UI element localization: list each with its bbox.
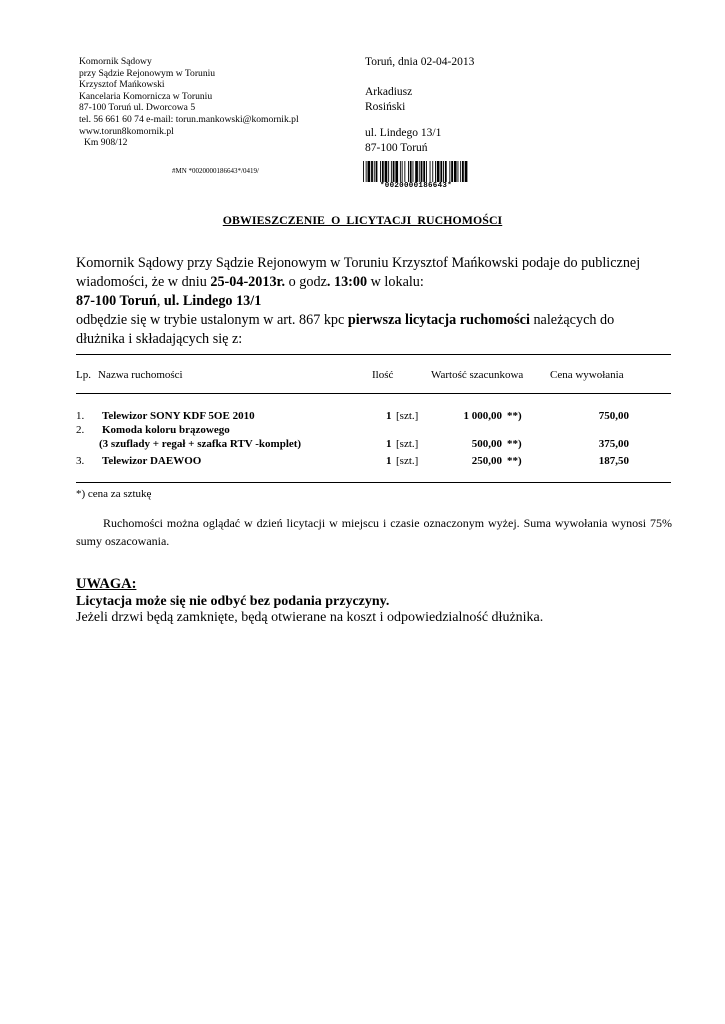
sender-line: przy Sądzie Rejonowym w Toruniu bbox=[79, 67, 216, 79]
intro-line-5: dłużnika i składających się z: bbox=[76, 331, 243, 347]
barcode-bar bbox=[402, 161, 403, 182]
warning-heading: UWAGA: bbox=[76, 576, 137, 592]
barcode-bar bbox=[435, 161, 436, 182]
barcode-bar bbox=[413, 161, 414, 182]
sender-block bbox=[79, 56, 299, 149]
recipient-street: ul. Lindego 13/1 bbox=[365, 127, 442, 139]
row-1-price: 750,00 bbox=[598, 410, 629, 422]
auction-time: . 13:00 bbox=[326, 274, 368, 290]
auction-type: pierwsza licytacja ruchomości bbox=[347, 312, 530, 328]
row-2-lp: 2. bbox=[76, 424, 85, 436]
sender-line: Komornik Sądowy bbox=[79, 56, 152, 67]
row-2-price: 375,00 bbox=[598, 438, 629, 450]
auction-address bbox=[76, 292, 676, 311]
barcode-bar bbox=[465, 161, 468, 182]
row-3-mark: **) bbox=[507, 455, 522, 467]
barcode-bar bbox=[368, 161, 371, 182]
header-lp: Lp. bbox=[76, 369, 91, 381]
header-name: Nazwa ruchomości bbox=[98, 369, 183, 381]
barcode-bar bbox=[393, 161, 395, 182]
sender-line: Kancelaria Komornicza w Toruniu bbox=[79, 90, 213, 102]
row-1-name: Telewizor SONY KDF 5OE 2010 bbox=[102, 410, 255, 422]
intro-line-2 bbox=[76, 273, 676, 292]
auction-city: 87-100 Toruń bbox=[76, 293, 157, 309]
barcode-bar bbox=[437, 161, 440, 182]
recipient-last-name: Rosiński bbox=[365, 101, 406, 113]
intro-text: odbędzie się w trybie ustalonym w art. 867 kpc bbox=[76, 312, 348, 328]
barcode-bar bbox=[443, 161, 444, 182]
barcode-bar bbox=[451, 161, 453, 182]
barcode-bar bbox=[408, 161, 409, 182]
barcode-bar bbox=[449, 161, 450, 182]
place-date: Toruń, dnia 02-04-2013 bbox=[365, 56, 475, 68]
row-1-value: 1 000,00 bbox=[463, 410, 502, 422]
viewing-note: Ruchomości można oglądać w dzień licytacji w miejscu i czasie oznaczonym wyżej. Suma wywołania wynosi 75% sumy oszacowania. bbox=[76, 516, 672, 548]
recipient-block bbox=[365, 85, 441, 156]
row-1-lp: 1. bbox=[76, 410, 85, 422]
table-header-rule bbox=[76, 393, 671, 394]
row-2-name-detail: (3 szuflady + regał + szafka RTV -komplet) bbox=[99, 438, 302, 450]
barcode-bar bbox=[458, 161, 459, 182]
recipient-first-name: Arkadiusz bbox=[365, 86, 413, 98]
barcode-bar bbox=[400, 161, 401, 182]
row-2-unit: [szt.] bbox=[396, 438, 419, 450]
barcode-bar bbox=[432, 161, 433, 182]
barcode-bar bbox=[421, 161, 423, 182]
barcode-bar bbox=[415, 161, 418, 182]
barcode-bar bbox=[388, 161, 389, 182]
reference-code: #MN *0020000186643*/0419/ bbox=[172, 167, 259, 175]
header-value: Wartość szacunkowa bbox=[431, 369, 524, 381]
row-3-qty: 1 bbox=[386, 455, 392, 467]
intro-text: należących do bbox=[529, 312, 615, 328]
document-title: OBWIESZCZENIE O LICYTACJI RUCHOMOŚCI bbox=[222, 213, 503, 227]
barcode-image bbox=[363, 161, 469, 182]
barcode-bar bbox=[395, 161, 398, 182]
case-number: Km 908/12 bbox=[84, 137, 128, 149]
intro-text: w lokalu: bbox=[367, 274, 424, 290]
footnote: *) cena za sztukę bbox=[76, 488, 152, 500]
announcement-body bbox=[76, 254, 676, 349]
row-2-qty: 1 bbox=[386, 438, 392, 450]
barcode-bar bbox=[366, 161, 367, 182]
warning-line-2: Jeżeli drzwi będą zamknięte, będą otwierane na koszt i odpowiedzialność dłużnika. bbox=[76, 610, 544, 625]
barcode-bar bbox=[391, 161, 392, 182]
barcode-bar bbox=[385, 161, 388, 182]
barcode-bar bbox=[363, 161, 364, 182]
barcode-bar bbox=[423, 161, 425, 182]
row-3-price: 187,50 bbox=[598, 455, 629, 467]
barcode-bar bbox=[410, 161, 412, 182]
row-2-mark: **) bbox=[507, 438, 522, 450]
barcode-bar bbox=[382, 161, 384, 182]
warning-line-1: Licytacja może się nie odbyć bez podania przyczyny. bbox=[76, 594, 390, 609]
barcode-bar bbox=[445, 161, 447, 182]
intro-text: o godz bbox=[285, 274, 327, 290]
intro-text: wiadomości, że w dniu bbox=[76, 274, 211, 290]
sender-website: www.torun8komornik.pl bbox=[79, 125, 174, 137]
sender-line: 87-100 Toruń ul. Dworcowa 5 bbox=[79, 102, 196, 114]
barcode-bar bbox=[371, 161, 373, 182]
barcode-text: *0020000186643* bbox=[379, 182, 452, 190]
recipient-city: 87-100 Toruń bbox=[365, 142, 428, 154]
row-3-value: 250,00 bbox=[471, 455, 502, 467]
row-3-unit: [szt.] bbox=[396, 455, 419, 467]
barcode-bar bbox=[380, 161, 381, 182]
barcode-bar bbox=[440, 161, 442, 182]
row-1-qty: 1 bbox=[386, 410, 392, 422]
barcode-bar bbox=[462, 161, 464, 182]
table-top-rule bbox=[76, 354, 671, 355]
auction-street: ul. Lindego 13/1 bbox=[163, 293, 262, 309]
header-qty: Ilość bbox=[372, 369, 394, 381]
barcode-bar bbox=[426, 161, 427, 182]
barcode-bar bbox=[454, 161, 457, 182]
row-3-lp: 3. bbox=[76, 455, 85, 467]
barcode-bar bbox=[376, 161, 378, 182]
barcode-bar bbox=[460, 161, 461, 182]
barcode-bar bbox=[404, 161, 405, 182]
table-bottom-rule bbox=[76, 482, 671, 483]
row-1-mark: **) bbox=[507, 410, 522, 422]
auction-date: 25-04-2013r. bbox=[210, 274, 286, 290]
row-1-unit: [szt.] bbox=[396, 410, 419, 422]
sender-contact-line: tel. 56 661 60 74 e-mail: torun.mankowski@komornik.pl bbox=[79, 113, 299, 125]
intro-line-4 bbox=[76, 311, 676, 330]
barcode-bar bbox=[419, 161, 420, 182]
sender-line: Krzysztof Mańkowski bbox=[79, 79, 165, 91]
intro-line-1: Komornik Sądowy przy Sądzie Rejonowym w Toruniu Krzysztof Mańkowski podaje do publicznej bbox=[76, 255, 641, 271]
row-2-name: Komoda koloru brązowego bbox=[102, 424, 230, 436]
barcode-bar bbox=[430, 161, 431, 182]
header-price: Cena wywołania bbox=[550, 369, 624, 381]
barcode-bar bbox=[374, 161, 375, 182]
row-3-name: Telewizor DAEWOO bbox=[102, 455, 202, 467]
intro-text: , bbox=[156, 293, 164, 309]
row-2-value: 500,00 bbox=[471, 438, 502, 450]
